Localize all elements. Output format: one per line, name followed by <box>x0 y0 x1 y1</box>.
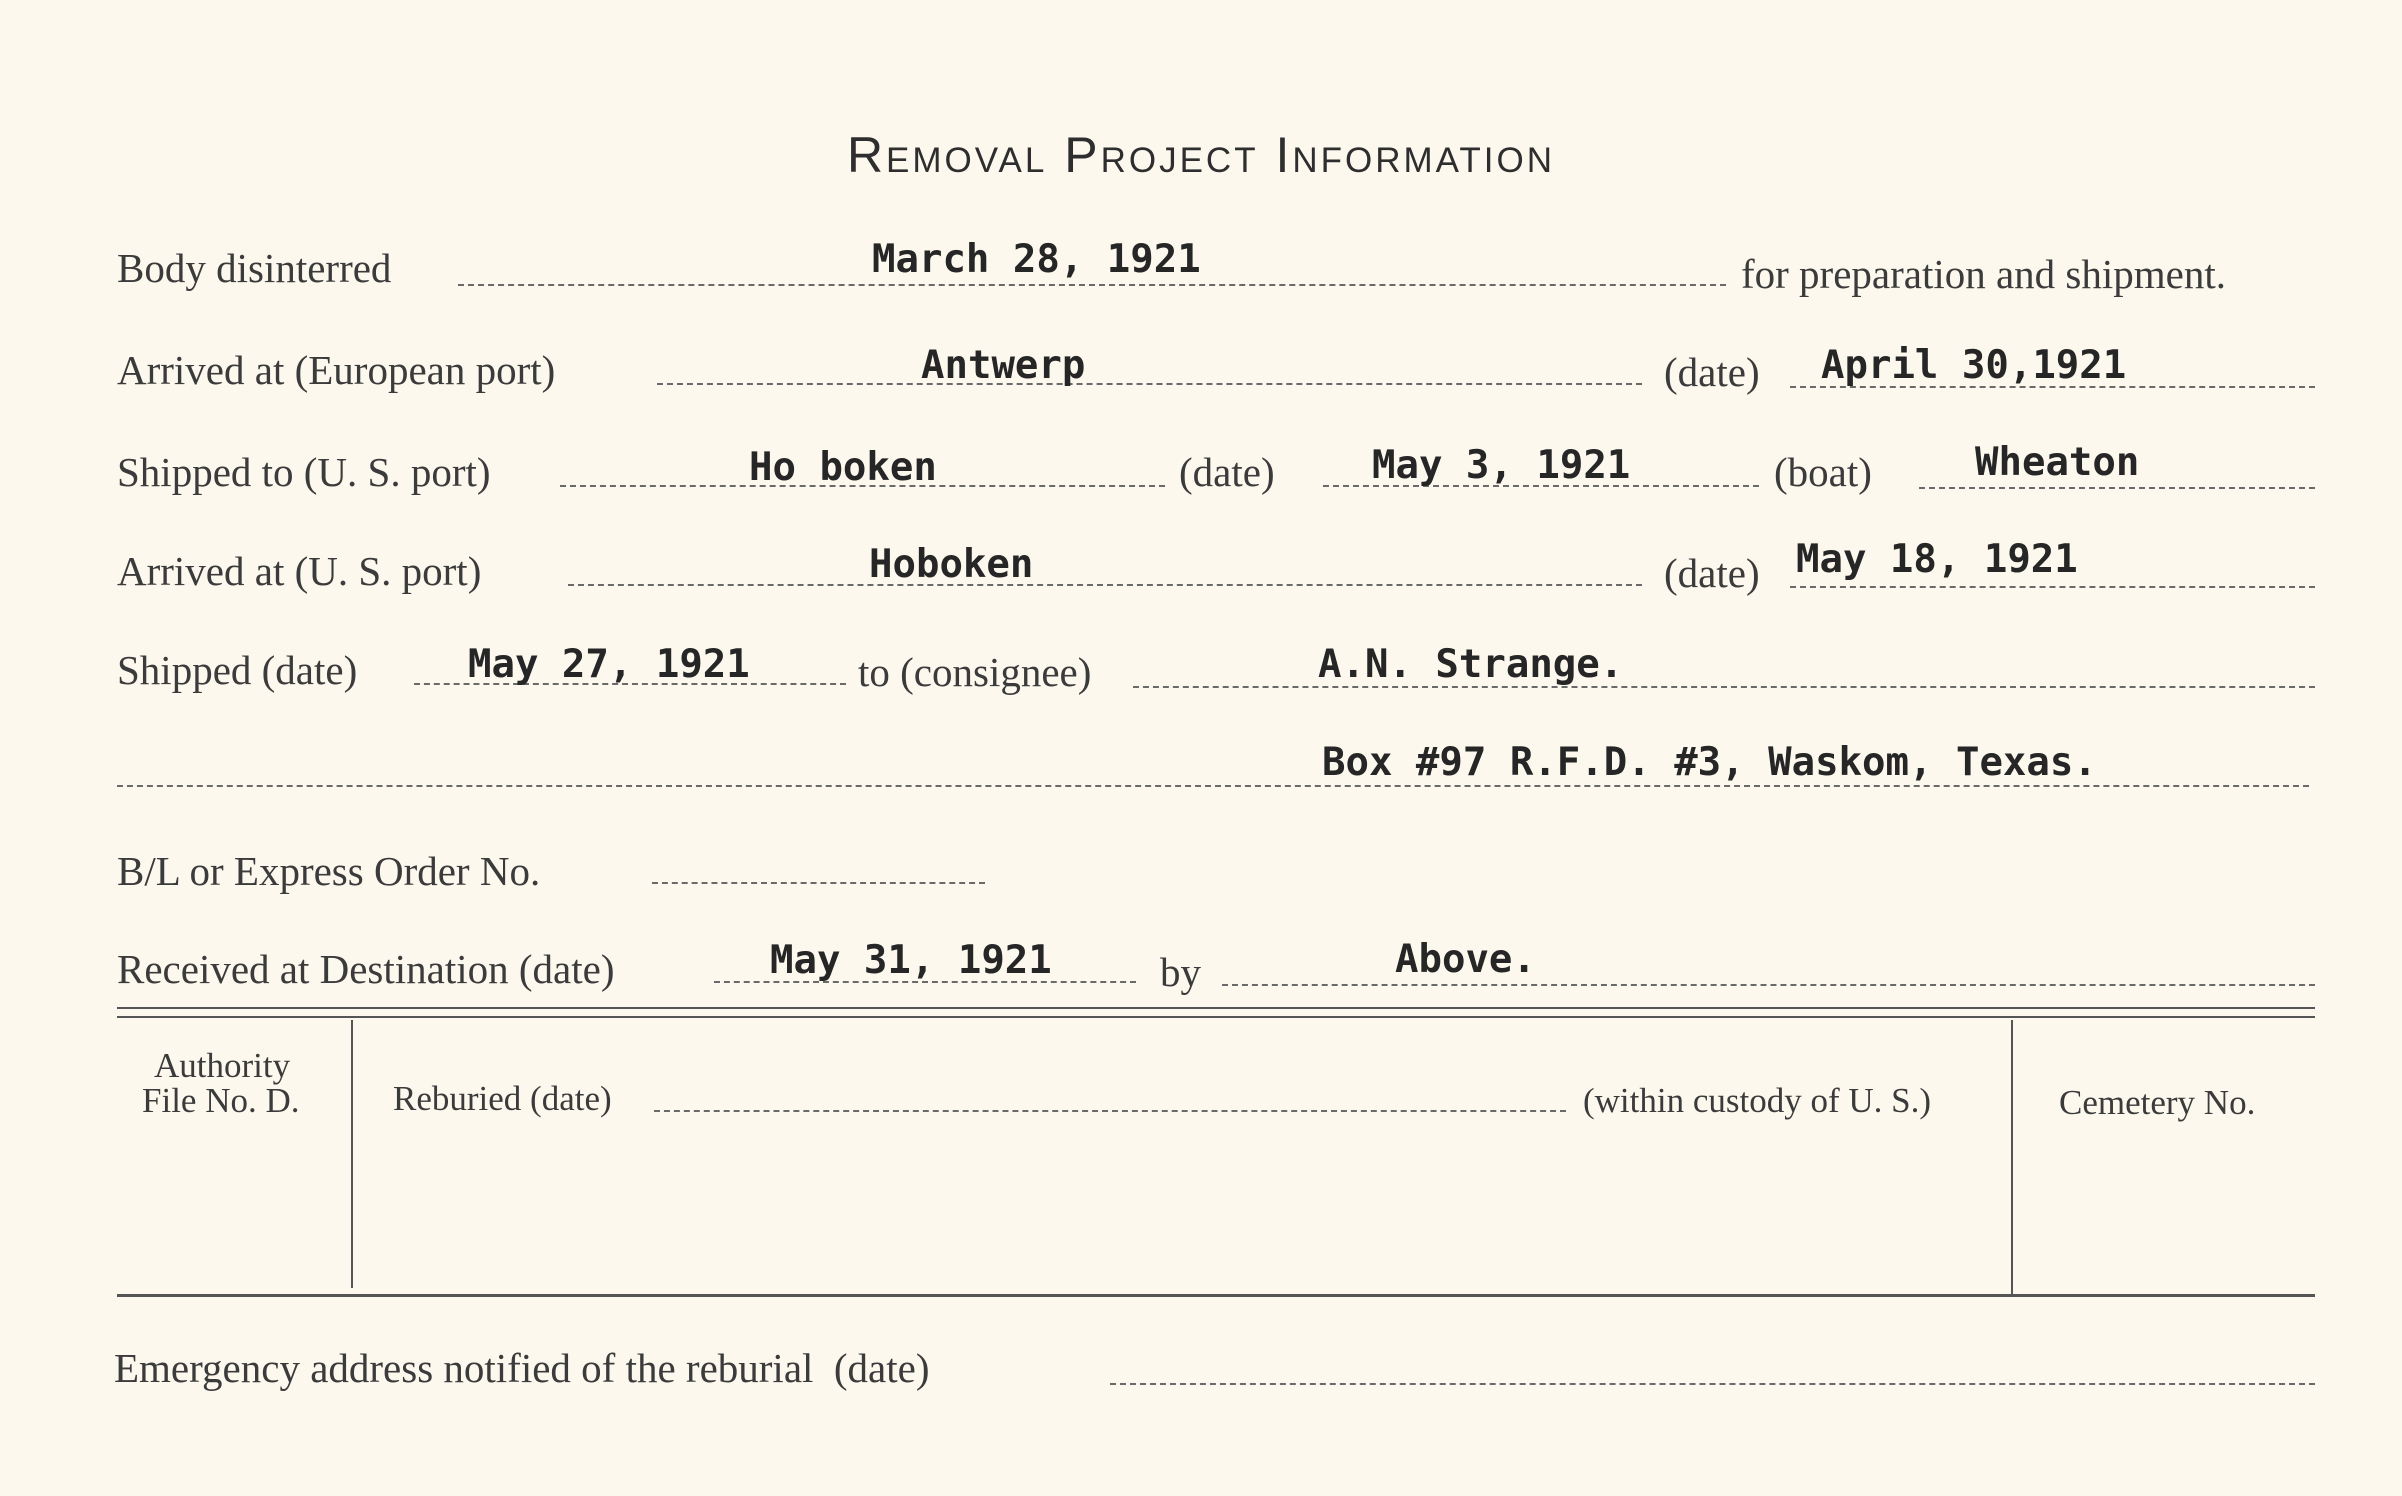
reburied-line <box>654 1110 1566 1112</box>
boat-value: Wheaton <box>1975 440 2140 485</box>
consignee-address-value: Box #97 R.F.D. #3, Waskom, Texas. <box>1322 740 2097 785</box>
us-arrival-date-label: (date) <box>1664 550 1760 596</box>
shipped-date-to-us-value: May 3, 1921 <box>1372 443 1631 488</box>
box-right-divider <box>2011 1020 2013 1296</box>
us-port-arrived-line <box>568 584 1642 586</box>
consignee-value: A.N. Strange. <box>1318 642 1624 687</box>
shipped-to-us-label: Shipped to (U. S. port) <box>117 449 491 495</box>
european-port-value: Antwerp <box>921 343 1086 388</box>
boat-label: (boat) <box>1774 449 1872 495</box>
received-by-value: Above. <box>1395 937 1536 982</box>
european-arrival-date-value: April 30,1921 <box>1821 343 2127 388</box>
boat-line <box>1919 487 2315 489</box>
european-port-line <box>657 383 1642 385</box>
authority-label: Authority <box>154 1046 291 1085</box>
received-date-value: May 31, 1921 <box>770 938 1052 983</box>
section-divider-top <box>117 1007 2315 1009</box>
by-label: by <box>1160 949 1201 995</box>
consignee-address-line <box>117 785 2309 787</box>
bl-order-label: B/L or Express Order No. <box>117 848 541 894</box>
bl-order-line <box>652 882 985 884</box>
for-preparation-label: for preparation and shipment. <box>1741 251 2227 297</box>
us-port-arrived-value: Hoboken <box>869 542 1034 587</box>
consignee-line <box>1133 686 2315 688</box>
file-no-label: File No. D. <box>142 1081 300 1120</box>
us-arrival-date-value: May 18, 1921 <box>1796 537 2078 582</box>
european-date-label: (date) <box>1664 349 1760 395</box>
box-left-divider <box>351 1020 353 1288</box>
shipped-date-row-label: Shipped (date) <box>117 647 358 693</box>
reburied-label: Reburied (date) <box>393 1079 612 1118</box>
body-disinterred-line <box>458 284 1726 286</box>
shipped-date-label: (date) <box>1179 449 1275 495</box>
body-disinterred-label: Body disinterred <box>117 245 392 291</box>
box-bottom-rule <box>117 1294 2315 1297</box>
disinterred-date-value: March 28, 1921 <box>872 237 1201 282</box>
to-consignee-label: to (consignee) <box>858 649 1092 695</box>
us-port-shipped-value: Ho boken <box>749 445 937 490</box>
card-title: Removal Project Information <box>846 127 1556 183</box>
arrived-european-label: Arrived at (European port) <box>117 347 556 393</box>
emergency-date-line <box>1110 1383 2315 1385</box>
section-divider-bottom <box>117 1016 2315 1018</box>
us-arrival-date-line <box>1790 586 2315 588</box>
within-custody-label: (within custody of U. S.) <box>1583 1081 1932 1120</box>
arrived-us-label: Arrived at (U. S. port) <box>117 548 482 594</box>
shipped-date-value: May 27, 1921 <box>468 642 750 687</box>
received-by-line <box>1222 984 2315 986</box>
received-destination-label: Received at Destination (date) <box>117 946 615 992</box>
emergency-label: Emergency address notified of the reburial (date) <box>114 1345 930 1391</box>
cemetery-no-label: Cemetery No. <box>2059 1083 2256 1122</box>
